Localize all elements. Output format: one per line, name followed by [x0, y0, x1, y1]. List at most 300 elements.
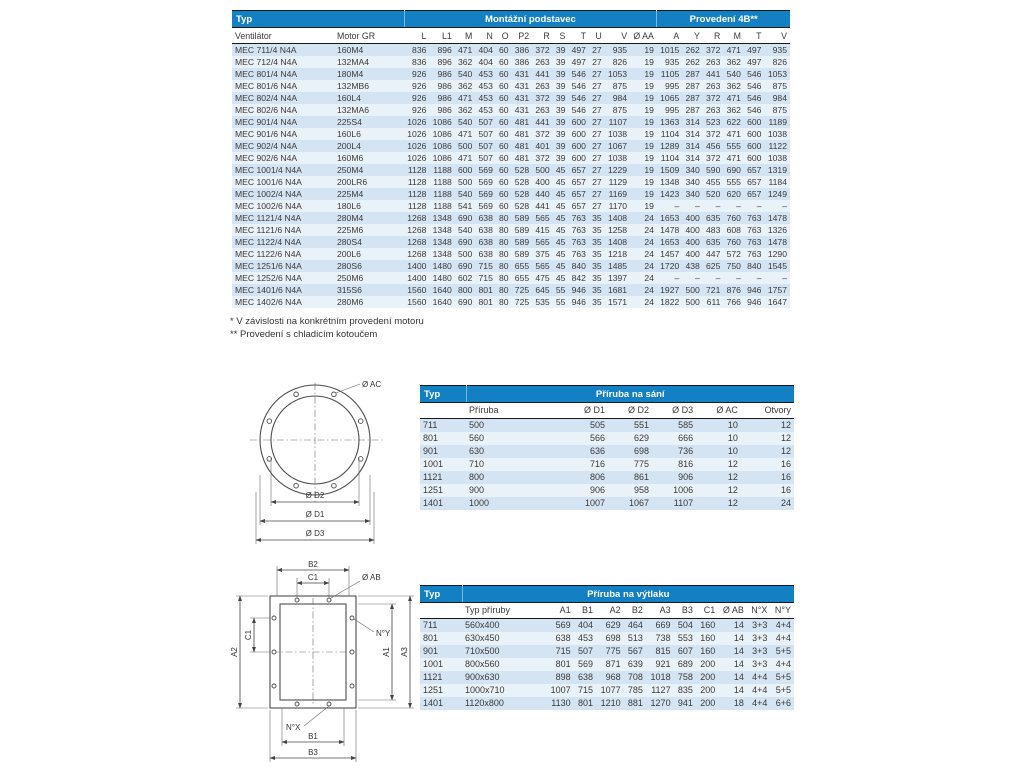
table-cell: 386 — [514, 57, 530, 67]
table-cell: 45 — [555, 189, 566, 199]
table-cell: 984 — [772, 93, 787, 103]
column-header: Ø AC — [696, 403, 741, 419]
table-cell: 35 — [592, 225, 602, 235]
table-cell: 630x450 — [465, 633, 500, 643]
table-cell: 900x630 — [465, 672, 500, 682]
table-cell: 1348 — [432, 237, 452, 247]
table-cell: 19 — [644, 57, 654, 67]
group-header: Provedení 4B** — [657, 11, 790, 28]
column-header: U — [589, 28, 605, 44]
table-cell: 60 — [499, 141, 509, 151]
table-cell: 431 — [514, 93, 530, 103]
table-cell: 471 — [457, 93, 473, 103]
column-header: O — [496, 28, 512, 44]
table-cell: 441 — [535, 201, 550, 211]
table-cell: 200L6 — [337, 249, 361, 259]
column-header: N — [475, 28, 496, 44]
table-cell: 1026 — [407, 141, 427, 151]
table-cell: 60 — [499, 105, 509, 115]
table-cell: 986 — [437, 105, 452, 115]
table-row — [232, 68, 790, 80]
table-cell: 1326 — [767, 225, 787, 235]
table-cell: 1268 — [407, 249, 427, 259]
table-cell: 14 — [733, 659, 744, 669]
table-cell: 60 — [499, 81, 509, 91]
table-cell: 1571 — [607, 297, 628, 307]
dim-label-c1-left: C1 — [244, 629, 253, 641]
table-cell: 600 — [571, 117, 586, 127]
table-cell: 372 — [535, 45, 550, 55]
table-cell: 362 — [457, 81, 473, 91]
table-cell: 611 — [706, 297, 721, 307]
table-cell: 589 — [514, 213, 530, 223]
table-row — [420, 497, 794, 510]
table-cell: 45 — [555, 201, 566, 211]
table-cell: 546 — [571, 93, 586, 103]
table-cell: 876 — [726, 285, 741, 295]
table-cell: 816 — [678, 459, 694, 469]
table-cell: 736 — [678, 446, 694, 456]
table-cell: 456 — [706, 141, 721, 151]
table-cell: 19 — [644, 93, 654, 103]
table-cell: 24 — [644, 297, 654, 307]
column-header: A1 — [546, 603, 574, 619]
table-cell: 160L4 — [337, 93, 361, 103]
table-cell: 1408 — [607, 213, 628, 223]
table-cell: MEC 901/4 N4A — [235, 117, 298, 127]
table-cell: 1270 — [650, 698, 671, 708]
table-cell: 16 — [780, 472, 791, 482]
table-cell: 800 — [457, 285, 473, 295]
column-header: B3 — [674, 603, 696, 619]
column-header: Ø D3 — [652, 403, 696, 419]
table-cell: 629 — [605, 620, 621, 630]
table-cell: 690 — [457, 297, 473, 307]
table-cell: 45 — [555, 225, 566, 235]
table-cell: 875 — [612, 81, 628, 91]
table-cell: 1647 — [767, 297, 787, 307]
table-cell: 287 — [685, 93, 700, 103]
table-cell: 1188 — [433, 201, 452, 211]
table-cell: 1927 — [660, 285, 680, 295]
table-cell: 546 — [571, 105, 586, 115]
table-cell: 45 — [555, 249, 566, 259]
table-cell: MEC 711/4 N4A — [235, 45, 297, 55]
table-cell: 481 — [514, 141, 530, 151]
table-cell: 1397 — [607, 273, 628, 283]
table-cell: 657 — [571, 165, 586, 175]
table-cell: 160 — [700, 646, 716, 656]
table-cell: 10 — [727, 433, 738, 443]
table-cell: 1188 — [433, 189, 452, 199]
table-cell: 1107 — [608, 117, 628, 127]
table-cell: 725 — [514, 285, 530, 295]
table-cell: 464 — [627, 620, 643, 630]
table-cell: 1289 — [660, 141, 680, 151]
table-cell: 438 — [685, 261, 700, 271]
table-cell: 372 — [535, 129, 550, 139]
table-cell: 766 — [726, 297, 741, 307]
column-header: C1 — [696, 603, 718, 619]
table-cell: – — [674, 201, 680, 211]
table-cell: 5+5 — [775, 672, 791, 682]
table-cell: 708 — [627, 672, 643, 682]
table-cell: 315S6 — [337, 285, 362, 295]
table-cell: 1363 — [660, 117, 680, 127]
table-cell: 1129 — [608, 177, 628, 187]
table-cell: 901 — [423, 646, 439, 656]
table-cell: 763 — [571, 225, 586, 235]
table-cell: 39 — [555, 93, 566, 103]
table-cell: 19 — [644, 177, 654, 187]
table-cell: 1067 — [607, 141, 628, 151]
table-cell: 45 — [555, 273, 566, 283]
table-row — [420, 484, 794, 497]
table-cell: 431 — [514, 105, 530, 115]
table-cell: 906 — [590, 485, 606, 495]
table-cell: 372 — [706, 153, 721, 163]
table-cell: 800 — [469, 472, 485, 482]
table-cell: 375 — [535, 249, 550, 259]
table-cell: 372 — [706, 93, 721, 103]
table-cell: MEC 1002/6 N4A — [235, 201, 302, 211]
table-cell: 763 — [571, 237, 586, 247]
column-header: Typ příruby — [462, 603, 546, 619]
table-cell: 635 — [706, 213, 721, 223]
table-cell: 200 — [700, 698, 716, 708]
table-cell: 875 — [772, 105, 787, 115]
table-cell: 657 — [747, 189, 762, 199]
table-cell: 200 — [700, 672, 716, 682]
table-row — [420, 419, 794, 433]
table-cell: 24 — [780, 498, 791, 508]
table-cell: 1086 — [432, 117, 452, 127]
table-cell: – — [736, 201, 741, 211]
table-row — [232, 188, 790, 200]
table-cell: 589 — [514, 249, 530, 259]
table-cell: 12 — [780, 433, 791, 443]
table-cell: MEC 1121/4 N4A — [235, 213, 302, 223]
table-cell: 24 — [644, 285, 654, 295]
table-cell: 710x500 — [465, 646, 500, 656]
table-cell: 80 — [499, 297, 509, 307]
discharge-flange-table-container — [420, 585, 794, 710]
table-cell: 1720 — [660, 261, 680, 271]
column-header — [420, 403, 466, 419]
table-cell: 1001 — [423, 659, 444, 669]
table-cell: 225M4 — [337, 189, 364, 199]
table-cell: 638 — [478, 213, 493, 223]
table-cell: 497 — [747, 45, 762, 55]
table-cell: 19 — [644, 129, 654, 139]
table-cell: 280S4 — [337, 237, 362, 247]
column-header: P2 — [512, 28, 533, 44]
table-cell: 1408 — [607, 237, 628, 247]
table-cell: 760 — [726, 237, 741, 247]
table-cell: 569 — [478, 189, 493, 199]
table-cell: 35 — [592, 261, 602, 271]
table-cell: 540 — [457, 69, 473, 79]
table-cell: 1348 — [432, 249, 452, 259]
table-cell: 60 — [499, 153, 509, 163]
group-header: Typ — [420, 586, 462, 603]
table-cell: – — [756, 273, 762, 283]
table-cell: 4+4 — [752, 672, 768, 682]
table-cell: 546 — [747, 81, 762, 91]
table-row — [232, 80, 790, 92]
column-header: M — [455, 28, 476, 44]
table-cell: 801 — [423, 433, 439, 443]
table-cell: 500 — [685, 285, 700, 295]
table-cell: 35 — [592, 273, 602, 283]
table-cell: 551 — [634, 420, 650, 430]
table-cell: 1249 — [767, 189, 787, 199]
table-cell: 27 — [592, 129, 602, 139]
table-cell: 630 — [469, 446, 485, 456]
table-cell: 535 — [535, 297, 550, 307]
dim-label-b1: B1 — [308, 732, 318, 741]
table-cell: 1218 — [607, 249, 628, 259]
table-cell: 600 — [571, 129, 586, 139]
table-row — [420, 697, 794, 710]
table-cell: 39 — [555, 105, 566, 115]
table-cell: 546 — [747, 105, 762, 115]
column-header: A3 — [646, 603, 674, 619]
table-cell: 1478 — [660, 225, 680, 235]
table-cell: – — [674, 273, 680, 283]
table-cell: 180L6 — [337, 201, 361, 211]
table-cell: MEC 802/4 N4A — [235, 93, 298, 103]
table-cell: 10 — [727, 420, 738, 430]
table-cell: 995 — [664, 81, 680, 91]
table-cell: 4+4 — [775, 620, 791, 630]
table-cell: 763 — [747, 249, 762, 259]
table-cell: 1401 — [423, 698, 444, 708]
table-cell: 3+3 — [752, 620, 768, 630]
table-cell: – — [736, 273, 741, 283]
table-cell: MEC 902/4 N4A — [235, 141, 298, 151]
table-cell: 690 — [457, 213, 473, 223]
table-cell: 55 — [555, 285, 566, 295]
table-row — [232, 260, 790, 272]
dim-label-nx: N°X — [286, 723, 301, 732]
table-cell: – — [782, 201, 787, 211]
table-cell: 27 — [592, 117, 602, 127]
table-cell: 569 — [577, 659, 593, 669]
table-cell: 362 — [726, 105, 741, 115]
table-cell: 441 — [535, 117, 550, 127]
table-cell: 1038 — [767, 153, 787, 163]
table-cell: 600 — [571, 153, 586, 163]
table-cell: 638 — [555, 633, 571, 643]
table-cell: 35 — [592, 297, 602, 307]
table-cell: 262 — [685, 57, 700, 67]
table-cell: 785 — [627, 685, 643, 695]
table-cell: 200L4 — [337, 141, 361, 151]
table-cell: 842 — [571, 273, 586, 283]
table-cell: 160 — [700, 620, 716, 630]
table-cell: 1121 — [423, 672, 443, 682]
table-row — [232, 104, 790, 116]
table-cell: 287 — [685, 105, 700, 115]
table-cell: MEC 1121/6 N4A — [235, 225, 302, 235]
table-cell: 372 — [706, 129, 721, 139]
table-cell: 698 — [634, 446, 650, 456]
table-cell: 1122 — [768, 141, 787, 151]
table-cell: 471 — [457, 45, 473, 55]
table-cell: 481 — [514, 153, 530, 163]
table-cell: 900 — [469, 485, 485, 495]
table-cell: 1290 — [767, 249, 787, 259]
table-cell: 600 — [747, 117, 762, 127]
table-cell: 738 — [655, 633, 671, 643]
table-cell: 160M4 — [337, 45, 364, 55]
table-cell: 1400 — [407, 261, 427, 271]
table-cell: 1130 — [551, 698, 571, 708]
table-cell: 35 — [592, 237, 602, 247]
table-cell: 500 — [535, 165, 550, 175]
table-cell: 898 — [555, 672, 571, 682]
table-cell: 622 — [726, 117, 741, 127]
table-cell: 1348 — [660, 177, 680, 187]
table-cell: 638 — [478, 237, 493, 247]
table-cell: 19 — [644, 165, 654, 175]
table-cell: 935 — [664, 57, 680, 67]
table-cell: 1229 — [607, 165, 628, 175]
table-cell: 569 — [555, 620, 571, 630]
table-cell: 39 — [555, 81, 566, 91]
table-row — [420, 619, 794, 633]
table-cell: 180M4 — [337, 69, 364, 79]
table-cell: 1038 — [607, 129, 628, 139]
table-cell: 12 — [727, 472, 738, 482]
table-cell: 14 — [733, 620, 744, 630]
table-cell: 5+5 — [775, 685, 791, 695]
table-cell: 871 — [605, 659, 621, 669]
table-cell: 1086 — [432, 141, 452, 151]
table-cell: 60 — [499, 201, 509, 211]
table-cell: 657 — [747, 177, 762, 187]
table-cell: 590 — [706, 165, 721, 175]
table-cell: 1121 — [423, 472, 443, 482]
table-cell: 507 — [577, 646, 593, 656]
table-cell: 14 — [733, 672, 744, 682]
table-cell: 801 — [478, 297, 493, 307]
table-cell: 1480 — [432, 273, 452, 283]
table-row — [232, 236, 790, 248]
table-cell: 758 — [677, 672, 693, 682]
table-cell: 901 — [423, 446, 439, 456]
table-cell: 250M4 — [337, 165, 364, 175]
table-cell: 657 — [571, 189, 586, 199]
table-cell: 1348 — [432, 213, 452, 223]
table-cell: 12 — [780, 420, 791, 430]
table-row — [232, 200, 790, 212]
table-cell: 1822 — [660, 297, 680, 307]
table-cell: 39 — [555, 57, 566, 67]
table-cell: 441 — [535, 69, 550, 79]
table-cell: 935 — [612, 45, 628, 55]
table-cell: 45 — [555, 237, 566, 247]
table-cell: 60 — [499, 117, 509, 127]
table-cell: 27 — [592, 69, 602, 79]
table-cell: 1170 — [608, 201, 628, 211]
table-cell: 1478 — [767, 213, 787, 223]
table-cell: 572 — [726, 249, 741, 259]
table-cell: 24 — [644, 261, 654, 271]
table-cell: 400 — [685, 237, 700, 247]
table-cell: 608 — [726, 225, 741, 235]
table-cell: 471 — [726, 153, 741, 163]
table-cell: 1128 — [407, 177, 427, 187]
table-cell: 60 — [499, 93, 509, 103]
table-cell: 600 — [747, 153, 762, 163]
table-cell: 1401 — [423, 498, 444, 508]
table-cell: 1086 — [432, 153, 452, 163]
table-cell: 14 — [733, 685, 744, 695]
table-cell: 1038 — [767, 129, 787, 139]
table-cell: 984 — [612, 93, 628, 103]
table-cell: MEC 1401/6 N4A — [235, 285, 302, 295]
table-cell: 763 — [571, 249, 586, 259]
table-cell: 1104 — [660, 153, 680, 163]
table-cell: 835 — [677, 685, 693, 695]
table-row — [420, 445, 794, 458]
table-cell: 401 — [535, 141, 550, 151]
table-cell: 620 — [726, 189, 741, 199]
table-cell: MEC 1122/6 N4A — [235, 249, 302, 259]
table-cell: 362 — [726, 81, 741, 91]
table-cell: – — [715, 273, 721, 283]
table-cell: 528 — [514, 201, 530, 211]
table-cell: 986 — [437, 81, 452, 91]
table-cell: 19 — [644, 153, 654, 163]
table-cell: 1007 — [550, 685, 571, 695]
table-cell: 453 — [478, 105, 493, 115]
table-cell: 1258 — [607, 225, 628, 235]
table-cell: 27 — [592, 153, 602, 163]
table-cell: 639 — [627, 659, 643, 669]
table-cell: 1127 — [651, 685, 671, 695]
table-cell: 453 — [478, 93, 493, 103]
table-cell: 655 — [514, 273, 530, 283]
table-cell: – — [715, 201, 721, 211]
table-cell: 400 — [685, 249, 700, 259]
table-cell: 39 — [555, 141, 566, 151]
table-cell: 763 — [747, 213, 762, 223]
table-cell: 815 — [655, 646, 671, 656]
table-cell: 1184 — [768, 177, 787, 187]
table-cell: 1348 — [432, 225, 452, 235]
table-cell: 1653 — [660, 213, 680, 223]
table-cell: 528 — [514, 189, 530, 199]
table-cell: 1640 — [432, 285, 452, 295]
column-header: Ø D1 — [564, 403, 608, 419]
table-row — [420, 458, 794, 471]
table-cell: 1485 — [607, 261, 628, 271]
table-cell: 520 — [706, 189, 721, 199]
table-cell: 80 — [499, 261, 509, 271]
table-cell: 340 — [685, 165, 700, 175]
table-cell: 314 — [685, 129, 700, 139]
table-cell: 453 — [478, 81, 493, 91]
column-header: A2 — [596, 603, 624, 619]
table-cell: 16 — [780, 459, 791, 469]
table-cell: 1015 — [660, 45, 680, 55]
table-cell: 690 — [457, 237, 473, 247]
table-cell: 200LR6 — [337, 177, 368, 187]
table-cell: 39 — [555, 45, 566, 55]
